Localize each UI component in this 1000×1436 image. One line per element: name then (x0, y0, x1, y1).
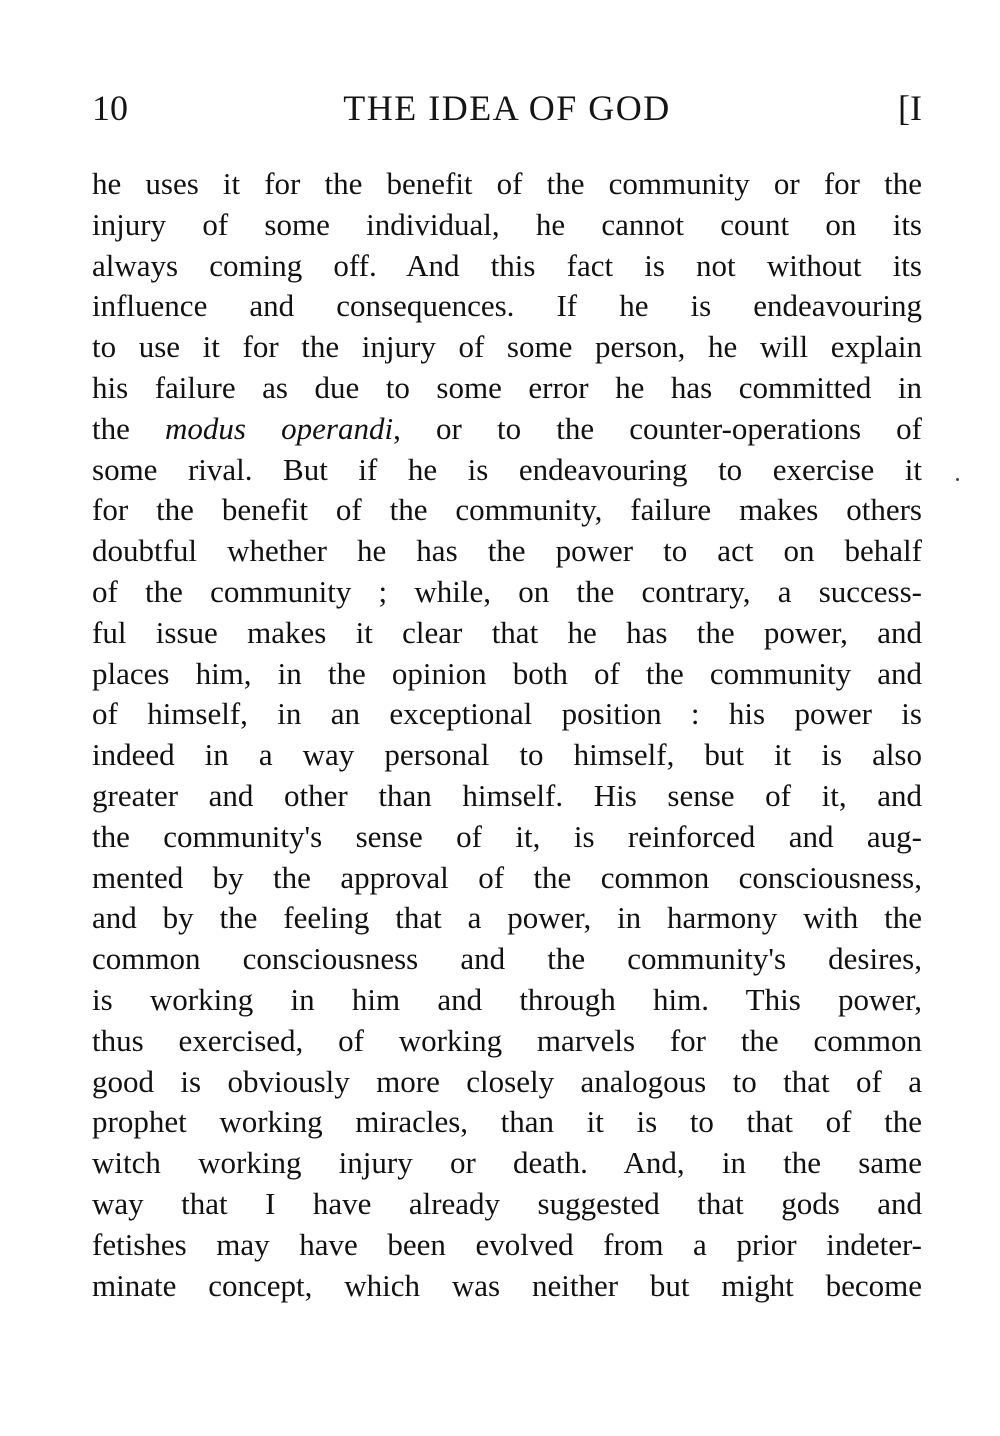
text-line: is working in him and through him. This power, (92, 981, 922, 1017)
text-line: and by the feeling that a power, in harmony with the (92, 900, 922, 936)
text-line: ful issue makes it clear that he has the power, and (92, 614, 922, 650)
text-line: good is obviously more closely analogous to that of a (92, 1063, 922, 1099)
text-line: his failure as due to some error he has committed in (92, 369, 922, 405)
body-text (92, 164, 922, 1306)
text-line: mented by the approval of the common consciousness, (92, 859, 922, 895)
italic-phrase: modus operandi (165, 410, 394, 446)
text-line: fetishes may have been evolved from a prior indeter- (92, 1226, 922, 1262)
line-text-before: the (92, 410, 166, 446)
text-line: to use it for the injury of some person, he will explain (92, 329, 922, 365)
text-line: he uses it for the benefit of the community or for the (92, 166, 922, 201)
text-line: the community's sense of it, is reinforced and aug- (92, 818, 922, 854)
text-line: common consciousness and the community's desires, (92, 941, 922, 977)
text-line: thus exercised, of working marvels for the common (92, 1022, 922, 1058)
running-title: THE IDEA OF GOD (343, 88, 671, 128)
text-line: greater and other than himself. His sense of it, and (92, 777, 922, 813)
text-line: of the community ; while, on the contrary, a success- (92, 573, 922, 609)
text-line-with-italic (92, 409, 922, 450)
line-text-after: , or to the counter-operations of (393, 410, 922, 446)
text-line: way that I have already suggested that gods and (92, 1185, 922, 1221)
section-mark: [I (898, 88, 922, 128)
text-line: places him, in the opinion both of the community and (92, 655, 922, 691)
text-line: influence and consequences. If he is endeavouring (92, 288, 922, 324)
text-line: injury of some individual, he cannot count on its (92, 206, 922, 242)
scan-speck (956, 478, 959, 481)
text-line: indeed in a way personal to himself, but it is also (92, 737, 922, 773)
running-head (92, 86, 922, 130)
text-line: for the benefit of the community, failure makes others (92, 492, 922, 528)
text-line: some rival. But if he is endeavouring to exercise it (92, 451, 922, 487)
text-line: always coming off. And this fact is not without its (92, 247, 922, 283)
text-line: minate concept, which was neither but might become (92, 1267, 922, 1303)
page-number: 10 (92, 88, 128, 128)
text-line: witch working injury or death. And, in the same (92, 1145, 922, 1181)
text-line: of himself, in an exceptional position : his power is (92, 696, 922, 732)
text-line: prophet working miracles, than it is to that of the (92, 1104, 922, 1140)
text-line: doubtful whether he has the power to act on behalf (92, 533, 922, 569)
